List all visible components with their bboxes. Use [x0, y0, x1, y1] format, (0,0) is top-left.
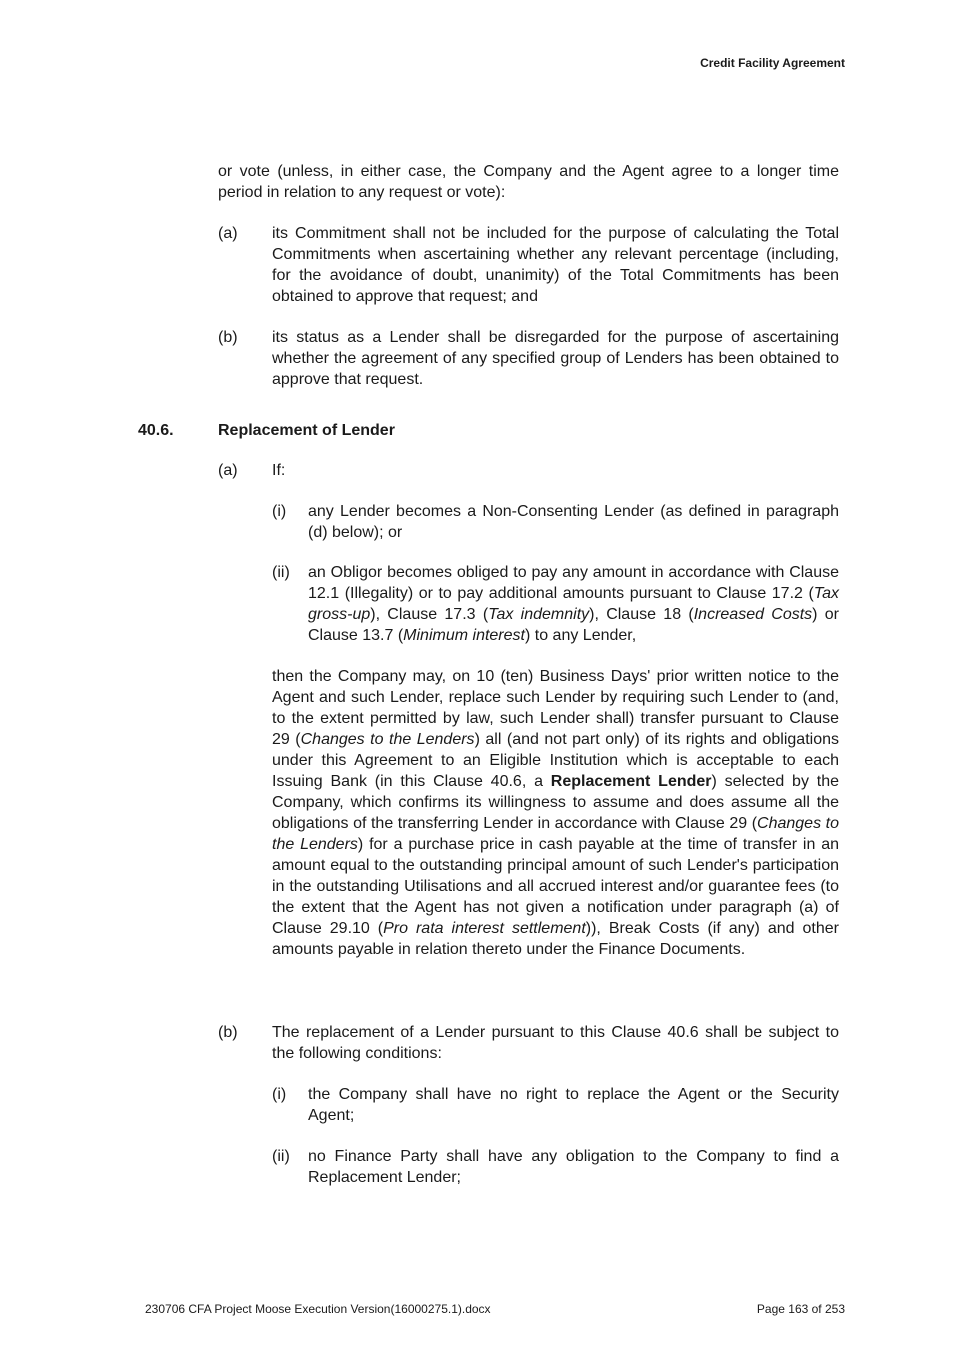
list-label-b: (b) — [218, 329, 238, 346]
clause-a-i-text: any Lender becomes a Non-Consenting Lender (as defined in paragraph (d) below); or — [308, 503, 839, 541]
clause-a-ii-label: (ii) — [272, 564, 290, 581]
list-item-a: its Commitment shall not be included for the purpose of calculating the Total Commitments when ascertaining whether any relevant percentage (including, for the avoidance of doubt, unanimity) of the Total Commitments has been obtained to approve that request; and — [272, 225, 839, 305]
clause-b-ii-text: no Finance Party shall have any obligation to the Company to find a Replacement Lender; — [308, 1148, 839, 1186]
clause-b-text: The replacement of a Lender pursuant to this Clause 40.6 shall be subject to the following conditions: — [272, 1024, 839, 1062]
clause-label-a: (a) — [218, 462, 238, 479]
list-label-a: (a) — [218, 225, 238, 242]
footer-page-number: Page 163 of 253 — [756, 1302, 845, 1316]
clause-a-ii-text: an Obligor becomes obliged to pay any amount in accordance with Clause 12.1 (Illegality) or to pay additional amounts pursuant to Clause 17.2 (Tax gross-up), Clause 17.3 (Tax indemnity), Clause 18 (Increased Costs) or Clause 13.7 (Minimum interest) to any Lender, — [308, 564, 840, 644]
footer-filename: 230706 CFA Project Moose Execution Version(16000275.1).docx — [145, 1302, 491, 1316]
clause-label-b: (b) — [218, 1024, 238, 1041]
document-header-title: Credit Facility Agreement — [700, 56, 845, 70]
clause-b-i-label: (i) — [272, 1086, 287, 1103]
clause-a-then-paragraph: then the Company may, on 10 (ten) Business Days' prior written notice to the Agent and such Lender, replace such Lender by requiring such Lender to (and, to the extent permitted by law, such Lender shall) transfer pursuant to Clause 29 (Changes to the Lenders) all (and not part only) of its rights and obligations under this Agreement to an Eligible Institution which is acceptable to each Issuing Bank (in this Clause 40.6, a Replacement Lender) selected by the Company, which confirms its willingness to assume and does assume all the obligations of the transferring Lender in accordance with Clause 29 (Changes to the Lenders) for a purchase price in cash payable at the time of transfer in an amount equal to the outstanding principal amount of such Lender's participation in the outstanding Utilisations and all accrued interest and/or guarantee fees (to the extent that the Agent has not given a notification under paragraph (a) of Clause 29.10 (Pro rata interest settlement)), Break Costs (if any) and other amounts payable in relation thereto under the Finance Documents. — [272, 668, 839, 958]
section-number: 40.6. — [138, 422, 174, 439]
clause-a-i-label: (i) — [272, 503, 287, 520]
clause-a-text: If: — [272, 462, 286, 479]
clause-b-i-text: the Company shall have no right to replace the Agent or the Security Agent; — [308, 1086, 839, 1124]
list-item-b: its status as a Lender shall be disregarded for the purpose of ascertaining whether the agreement of any specified group of Lenders has been obtained to approve that request. — [272, 329, 839, 388]
intro-paragraph: or vote (unless, in either case, the Company and the Agent agree to a longer time period in relation to any request or vote): — [218, 163, 839, 201]
clause-b-ii-label: (ii) — [272, 1148, 290, 1165]
section-title: Replacement of Lender — [218, 422, 395, 439]
